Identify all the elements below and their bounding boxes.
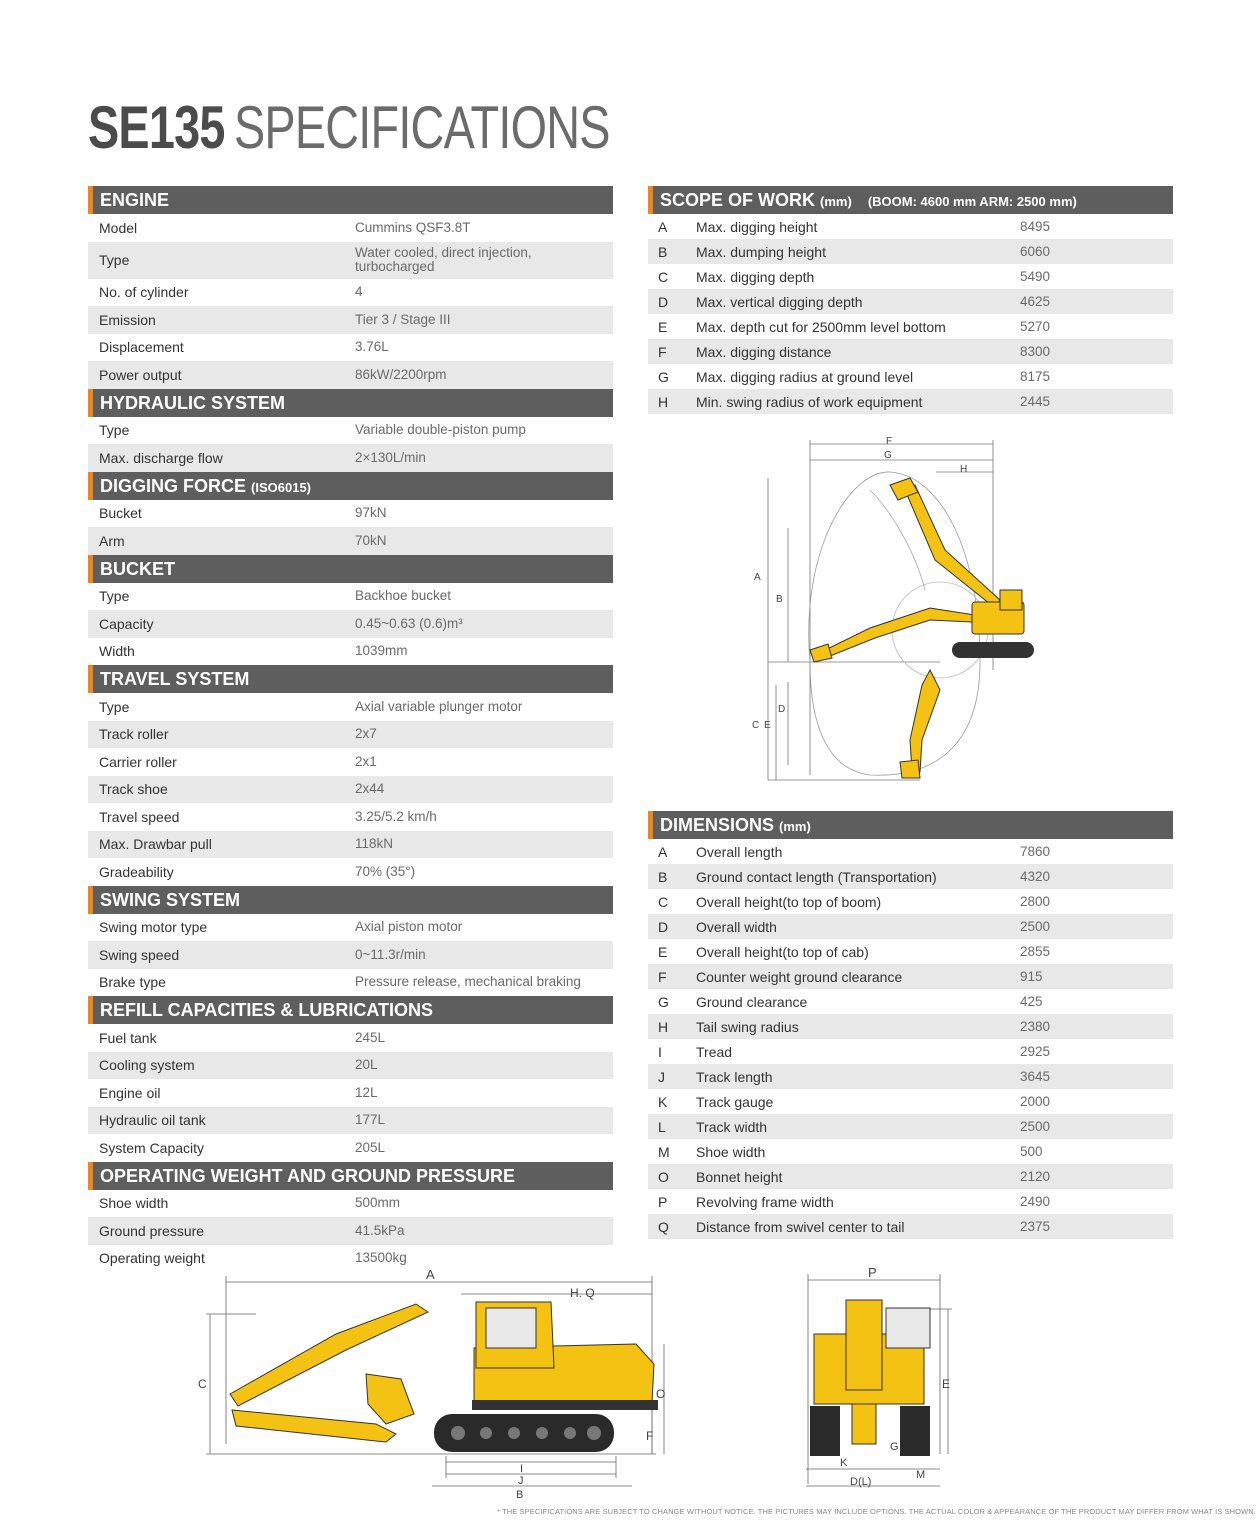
label-dl: D(L) [850,1476,872,1488]
table-row: A Max. digging height 8495 [658,218,1051,235]
hydraulic-header: HYDRAULIC SYSTEM [88,389,613,417]
table-row: Type Variable double-piston pump [99,422,526,439]
table-row: Max. discharge flow 2×130L/min [88,444,613,472]
title-word: SPECIFICATIONS [233,94,610,161]
table-row: Type Water cooled, direct injection, turbocharged [88,242,613,279]
footnote: * THE SPECIFICATIONS ARE SUBJECT TO CHANGE WITHOUT NOTICE. THE PICTURES MAY INCLUDE OPTIONS. THE ACTUAL COLOR & APPEARANCE OF THE PRODUCT MAY DIFFER FROM WHAT IS SHOWN. [497,1507,1256,1516]
table-row: H Min. swing radius of work equipment 2445 [648,389,1173,414]
table-row: I Tread 2925 [658,1043,1051,1060]
table-row: Arm 70kN [88,527,613,555]
table-row: Track roller 2x7 [88,721,613,749]
table-row: K Track gauge 2000 [658,1093,1051,1110]
hydraulic-table [88,417,613,472]
table-row: J Track length 3645 [648,1064,1173,1089]
table-row: Track shoe 2x44 [88,776,613,804]
table-row: Type Backhoe bucket [99,588,452,605]
refill-header: REFILL CAPACITIES & LUBRICATIONS [88,996,613,1024]
label-g: G [884,450,892,461]
table-row: Bucket 97kN [99,505,387,522]
table-row: Travel speed 3.25/5.2 km/h [99,808,437,825]
label-a: A [754,572,761,583]
table-row: Carrier roller 2x1 [99,753,377,770]
left-spec-column [88,186,613,1272]
label-h: H [960,464,968,475]
table-row: C Overall height(to top of boom) 2800 [658,893,1051,910]
table-row: Max. Drawbar pull 118kN [88,831,613,859]
table-row: G Max. digging radius at ground level 8175 [658,368,1051,385]
table-row: Displacement 3.76L [99,339,389,356]
label-c2: C [198,1377,207,1391]
bucket-header: BUCKET [88,555,613,583]
weight-header: OPERATING WEIGHT AND GROUND PRESSURE [88,1162,613,1190]
table-row: Cooling system 20L [88,1052,613,1080]
label-e2: E [942,1377,951,1391]
label-o: O [656,1387,666,1401]
page-title [88,94,610,161]
label-g2: G [890,1441,899,1453]
label-k: K [840,1457,848,1469]
digging-force-header: DIGGING FORCE (ISO6015) [88,472,613,500]
table-row: Capacity 0.45~0.63 (0.6)m³ [88,610,613,638]
table-row: Swing speed 0~11.3r/min [88,941,613,969]
engine-header: ENGINE [88,186,613,214]
table-row: H Tail swing radius 2380 [648,1014,1173,1039]
label-d: D [778,704,786,715]
table-row: Emission Tier 3 / Stage III [88,306,613,334]
scope-section [648,186,1173,414]
digging-table [88,500,613,555]
swing-table [88,914,613,997]
table-row: M Shoe width 500 [658,1143,1043,1160]
table-row: Hydraulic oil tank 177L [88,1107,613,1135]
label-b: B [776,594,783,605]
dimensions-header: DIMENSIONS (mm) [648,811,1173,839]
model-name: SE135 [88,94,225,161]
table-row: P Revolving frame width 2490 [658,1193,1051,1210]
travel-table [88,693,613,886]
label-hq: H. Q [570,1286,595,1300]
label-f: F [886,436,893,447]
label-i: I [520,1463,524,1475]
table-row: B Max. dumping height 6060 [648,239,1173,264]
table-row: D Overall width 2500 [648,914,1173,939]
scope-header: SCOPE OF WORK (mm) (BOOM: 4600 mm ARM: 2500 mm) [648,186,1173,214]
table-row: Power output 86kW/2200rpm [88,361,613,389]
table-row: F Counter weight ground clearance 915 [648,964,1173,989]
label-j: J [518,1475,524,1487]
refill-table [88,1024,613,1162]
dimensions-section [648,811,1173,1239]
table-row: Gradeability 70% (35°) [99,863,416,880]
travel-header: TRAVEL SYSTEM [88,665,613,693]
label-f2: F [646,1429,654,1443]
table-row: System Capacity 205L [99,1139,386,1156]
table-row: O Bonnet height 2120 [648,1164,1173,1189]
label-c: C [752,720,760,731]
table-row: Width 1039mm [99,643,408,660]
weight-table [88,1190,613,1273]
table-row: A Overall length 7860 [658,843,1051,860]
bucket-table [88,583,613,666]
label-p: P [868,1265,877,1280]
table-row: Fuel tank 245L [99,1029,386,1046]
table-row: Ground pressure 41.5kPa [88,1217,613,1245]
table-row: Swing motor type Axial piston motor [99,919,463,936]
label-a2: A [426,1267,435,1282]
table-row: G Ground clearance 425 [658,993,1043,1010]
side-view-diagram [196,1264,676,1504]
table-row: No. of cylinder 4 [99,284,363,301]
table-row: F Max. digging distance 8300 [648,339,1173,364]
engine-table [88,214,613,389]
table-row: Model Cummins QSF3.8T [99,219,471,236]
swing-header: SWING SYSTEM [88,886,613,914]
table-row: Operating weight 13500kg [99,1250,407,1267]
table-row: L Track width 2500 [648,1114,1173,1139]
table-row: D Max. vertical digging depth 4625 [648,289,1173,314]
table-row: Shoe width 500mm [99,1195,401,1212]
table-row: C Max. digging depth 5490 [658,268,1051,285]
working-range-diagram [740,430,1060,790]
table-row: Engine oil 12L [99,1084,378,1101]
table-row: E Max. depth cut for 2500mm level bottom 5270 [658,318,1051,335]
table-row: B Ground contact length (Transportation) 4320 [648,864,1173,889]
label-m: M [916,1469,926,1481]
label-e: E [764,720,771,731]
front-view-diagram [790,1264,965,1504]
table-row: Brake type Pressure release, mechanical braking [99,974,581,991]
table-row: Type Axial variable plunger motor [99,698,523,715]
label-b2: B [516,1489,524,1501]
table-row: E Overall height(to top of cab) 2855 [658,943,1051,960]
scope-table [648,214,1173,414]
dimensions-table [648,839,1173,1239]
table-row: Q Distance from swivel center to tail 2375 [648,1214,1173,1239]
